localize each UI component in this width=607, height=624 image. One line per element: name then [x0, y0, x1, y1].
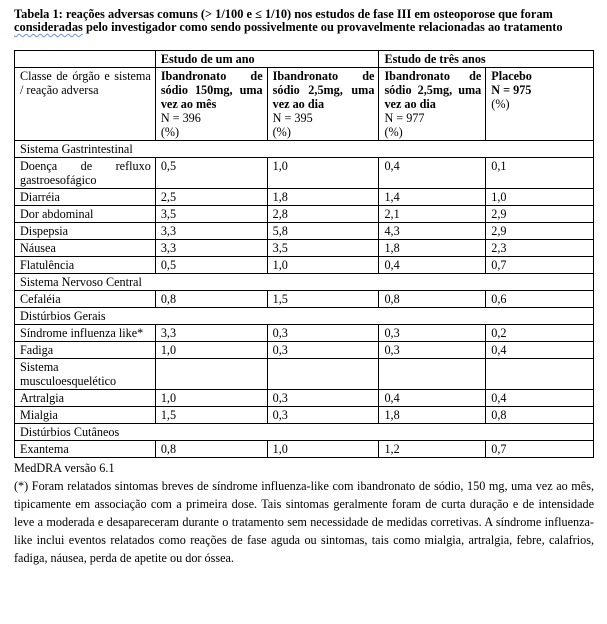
value-cell: 0,7	[486, 441, 594, 458]
value-cell: 0,4	[486, 390, 594, 407]
table-row	[15, 158, 594, 189]
value-cell: 0,8	[486, 407, 594, 424]
value-cell: 0,4	[486, 342, 594, 359]
table-row	[15, 359, 594, 390]
section-heading: Distúrbios Cutâneos	[15, 424, 594, 441]
value-cell: 1,5	[155, 407, 267, 424]
table-row	[15, 407, 594, 424]
value-cell: 1,0	[267, 257, 379, 274]
value-cell: 0,5	[155, 158, 267, 189]
table-row	[15, 291, 594, 308]
value-cell: 3,5	[267, 240, 379, 257]
meddra-version: MedDRA versão 6.1	[14, 461, 115, 475]
caption-word-underlined: consideradas	[14, 20, 83, 34]
study-one-year-header: Estudo de um ano	[155, 51, 379, 68]
value-cell: 0,4	[379, 158, 486, 189]
value-cell: 0,5	[155, 257, 267, 274]
value-cell: 2,5	[155, 189, 267, 206]
value-cell: 1,8	[267, 189, 379, 206]
table-row	[15, 189, 594, 206]
value-cell: 0,1	[486, 158, 594, 189]
value-cell: 2,3	[486, 240, 594, 257]
value-cell: 1,0	[155, 342, 267, 359]
reaction-label: Flatulência	[15, 257, 156, 274]
reaction-label: Mialgia	[15, 407, 156, 424]
reaction-label: Cefaléia	[15, 291, 156, 308]
value-cell: 1,2	[379, 441, 486, 458]
value-cell: 0,8	[155, 291, 267, 308]
value-cell: 0,7	[486, 257, 594, 274]
value-cell: 3,5	[155, 206, 267, 223]
table-row	[15, 240, 594, 257]
caption-line-2: pelo investigador como sendo possivelmente ou provavelmente relacionadas ao tratamento	[82, 20, 563, 34]
table-row	[15, 342, 594, 359]
reaction-label: Fadiga	[15, 342, 156, 359]
col4-header: Placebo N = 975 (%)	[486, 68, 594, 141]
table-row	[15, 390, 594, 407]
value-cell	[155, 359, 267, 390]
section-heading: Sistema Nervoso Central	[15, 274, 594, 291]
table-row	[15, 223, 594, 240]
value-cell: 0,4	[379, 257, 486, 274]
value-cell: 3,3	[155, 325, 267, 342]
footnote-text: (*) Foram relatados sintomas breves de síndrome influenza-like com ibandronato de sódio, 150 mg, uma vez ao mês, tipicamente em associação com a primeira dose. Tais sintomas geralmente foram de curta duração e de intensidade leve a moderada e desapareceram durante o tratamento sem necessidade de medidas corretivas. A síndrome influenza-like inclui eventos relatados como reações de fase aguda ou sintomas, tais como mialgia, artralgia, febre, calafrios, fadiga, náusea, perda de apetite ou dor óssea.	[14, 479, 594, 565]
value-cell: 1,8	[379, 240, 486, 257]
footnotes	[14, 459, 594, 567]
reaction-label: Sistema musculoesquelético	[15, 359, 156, 390]
value-cell: 1,8	[379, 407, 486, 424]
reaction-label: Doença de refluxo gastroesofágico	[15, 158, 156, 189]
section-heading: Sistema Gastrintestinal	[15, 141, 594, 158]
header-empty-cell	[15, 51, 156, 68]
section-row	[15, 424, 594, 441]
caption-line-1: Tabela 1: reações adversas comuns (> 1/100 e ≤ 1/10) nos estudos de fase III em osteoporose que foram	[14, 7, 553, 21]
class-header: Classe de órgão e sistema / reação adversa	[15, 68, 156, 141]
value-cell: 0,4	[379, 390, 486, 407]
reaction-label: Dispepsia	[15, 223, 156, 240]
reaction-label: Síndrome influenza like*	[15, 325, 156, 342]
col1-header: Ibandronato de sódio 150mg, uma vez ao mês N = 396 (%)	[155, 68, 267, 141]
value-cell: 0,8	[379, 291, 486, 308]
value-cell: 2,9	[486, 223, 594, 240]
study-three-years-header: Estudo de três anos	[379, 51, 594, 68]
table-row	[15, 257, 594, 274]
reaction-label: Exantema	[15, 441, 156, 458]
value-cell: 3,3	[155, 223, 267, 240]
table-row	[15, 206, 594, 223]
section-row	[15, 308, 594, 325]
document	[14, 8, 594, 567]
value-cell: 2,9	[486, 206, 594, 223]
header-row-columns	[15, 68, 594, 141]
value-cell: 2,1	[379, 206, 486, 223]
header-row-studies	[15, 51, 594, 68]
value-cell	[267, 359, 379, 390]
value-cell	[486, 359, 594, 390]
col2-header: Ibandronato de sódio 2,5mg, uma vez ao dia N = 395 (%)	[267, 68, 379, 141]
value-cell: 0,3	[267, 390, 379, 407]
value-cell: 0,3	[379, 325, 486, 342]
table-caption	[14, 8, 594, 34]
value-cell: 1,0	[155, 390, 267, 407]
value-cell: 0,3	[267, 325, 379, 342]
adverse-reactions-table	[14, 50, 594, 458]
table-row	[15, 325, 594, 342]
section-heading: Distúrbios Gerais	[15, 308, 594, 325]
reaction-label: Artralgia	[15, 390, 156, 407]
value-cell: 0,3	[267, 342, 379, 359]
value-cell: 2,8	[267, 206, 379, 223]
value-cell: 1,0	[486, 189, 594, 206]
reaction-label: Náusea	[15, 240, 156, 257]
value-cell: 0,3	[379, 342, 486, 359]
col3-header: Ibandronato de sódio 2,5mg, uma vez ao dia N = 977 (%)	[379, 68, 486, 141]
value-cell: 0,2	[486, 325, 594, 342]
value-cell: 0,6	[486, 291, 594, 308]
section-row	[15, 274, 594, 291]
value-cell: 1,4	[379, 189, 486, 206]
value-cell: 3,3	[155, 240, 267, 257]
value-cell: 0,8	[155, 441, 267, 458]
value-cell: 4,3	[379, 223, 486, 240]
section-row	[15, 141, 594, 158]
table-row	[15, 441, 594, 458]
reaction-label: Diarréia	[15, 189, 156, 206]
reaction-label: Dor abdominal	[15, 206, 156, 223]
value-cell: 0,3	[267, 407, 379, 424]
value-cell: 1,0	[267, 158, 379, 189]
value-cell: 5,8	[267, 223, 379, 240]
value-cell: 1,5	[267, 291, 379, 308]
value-cell: 1,0	[267, 441, 379, 458]
value-cell	[379, 359, 486, 390]
